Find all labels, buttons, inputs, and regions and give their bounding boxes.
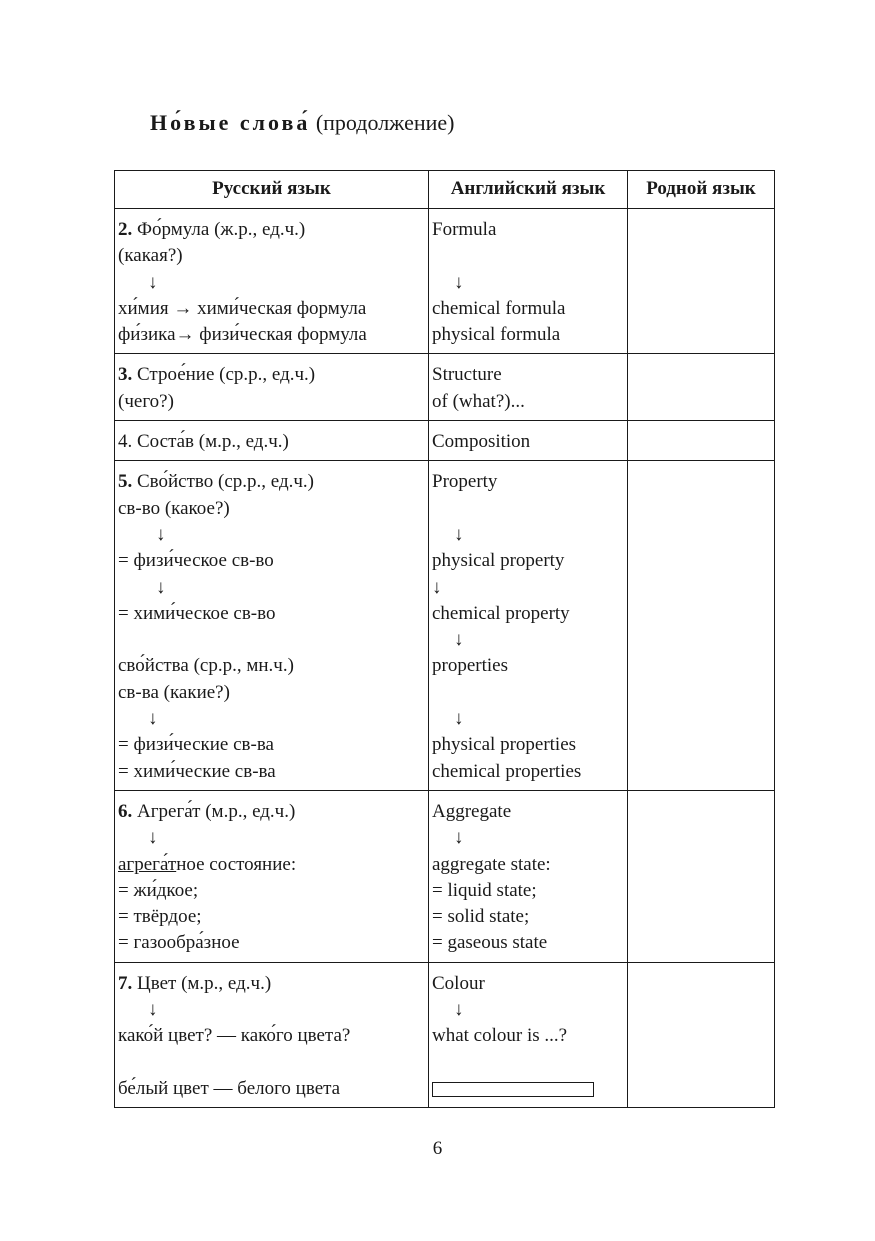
arrow-down-icon: ↓ [432, 576, 442, 598]
cell-russian [115, 421, 429, 461]
entry-line: physical formula [432, 324, 561, 346]
table-row [115, 962, 775, 1107]
arrow-down-icon: ↓ [156, 576, 166, 598]
entry-line: = твёрдое; [118, 906, 202, 928]
table-row [115, 790, 775, 962]
entry-line: chemical properties [432, 760, 582, 782]
title-subtitle: (продолжение) [310, 110, 455, 135]
entry-line: = физи́ческие св-ва [118, 734, 274, 756]
entry-translation: Property [432, 471, 498, 493]
entry-line: = газообра́зное [118, 932, 240, 954]
arrow-down-icon: ↓ [148, 999, 158, 1021]
arrow-down-icon: ↓ [454, 629, 464, 651]
entry-number: 6. [118, 800, 133, 822]
entry-line: = solid state; [432, 906, 530, 928]
header-russian: Русский язык [115, 171, 429, 209]
entry-number: 2. [118, 219, 133, 240]
arrow-down-icon: ↓ [454, 999, 464, 1021]
entry-line: properties [432, 655, 508, 677]
entry-term: Строе́ние (ср.р., ед.ч.) [132, 364, 316, 386]
page-title [150, 110, 455, 136]
arrow-down-icon: ↓ [454, 271, 464, 293]
entry-term: Сво́йство (ср.р., ед.ч.) [132, 471, 315, 493]
entry-line: (чего?) [118, 390, 174, 412]
cell-english [429, 790, 628, 962]
header-english: Английский язык [429, 171, 628, 209]
cell-english [429, 962, 628, 1107]
entry-translation: Composition [432, 431, 531, 453]
arrow-down-icon: ↓ [454, 827, 464, 849]
cell-english [429, 421, 628, 461]
underlined-root: агрега́т [118, 853, 177, 875]
entry-line: aggregate state: [432, 853, 551, 875]
entry-translation: Colour [432, 972, 485, 994]
arrow-down-icon: ↓ [454, 708, 464, 730]
entry-line: = физи́ческое св-во [118, 550, 274, 572]
entry-line: physical property [432, 550, 565, 572]
arrow-down-icon: ↓ [454, 523, 464, 545]
entry-line: = хими́ческое св-во [118, 602, 276, 624]
arrow-down-icon: ↓ [148, 708, 158, 730]
entry-translation: Aggregate [432, 800, 512, 822]
entry-line: chemical property [432, 602, 570, 624]
cell-native[interactable] [628, 461, 775, 791]
arrow-down-icon: ↓ [148, 271, 158, 293]
entry-term: Цвет (м.р., ед.ч.) [132, 972, 272, 994]
cell-russian [115, 354, 429, 421]
cell-native[interactable] [628, 790, 775, 962]
cell-english [429, 354, 628, 421]
cell-english [429, 209, 628, 354]
entry-line: бе́лый цвет — белого цвета [118, 1077, 341, 1099]
cell-native[interactable] [628, 421, 775, 461]
cell-english [429, 461, 628, 791]
cell-russian [115, 461, 429, 791]
entry-translation: Formula [432, 219, 497, 240]
entry-line: of (what?)... [432, 390, 525, 412]
entry-number: 3. [118, 364, 133, 386]
entry-translation: Structure [432, 364, 502, 386]
answer-blank-box[interactable] [432, 1082, 594, 1097]
entry-line: chemical formula [432, 297, 566, 319]
entry-line: = хими́ческие св-ва [118, 760, 276, 782]
arrow-down-icon: ↓ [156, 523, 166, 545]
entry-line: фи́зика→ физи́ческая формула [118, 324, 367, 346]
entry-line: = gaseous state [432, 932, 548, 954]
entry-line: (какая?) [118, 245, 183, 267]
entry-number: 5. [118, 471, 133, 493]
cell-russian [115, 209, 429, 354]
cell-native[interactable] [628, 962, 775, 1107]
entry-line: = жи́дкое; [118, 879, 199, 901]
cell-russian [115, 790, 429, 962]
table-row [115, 354, 775, 421]
entry-number: 7. [118, 972, 133, 994]
vocabulary-table [114, 170, 775, 1108]
page-number: 6 [432, 1138, 443, 1159]
entry-line: what colour is ...? [432, 1025, 568, 1047]
table-row [115, 421, 775, 461]
entry-term: Фо́рмула (ж.р., ед.ч.) [132, 219, 306, 240]
arrow-down-icon: ↓ [148, 827, 158, 849]
table-row [115, 209, 775, 354]
cell-russian [115, 962, 429, 1107]
table-row [115, 461, 775, 791]
entry-term: 4. Соста́в (м.р., ед.ч.) [118, 431, 289, 453]
entry-line: ное состояние: [176, 853, 297, 875]
cell-native[interactable] [628, 354, 775, 421]
title-main: Но́вые слова́ [150, 110, 311, 135]
entry-line: = liquid state; [432, 879, 537, 901]
entry-line: хи́мия → хими́ческая формула [118, 297, 367, 319]
entry-line: св-ва (какие?) [118, 681, 230, 703]
table-header-row [115, 171, 775, 209]
entry-line: како́й цвет? — како́го цвета? [118, 1025, 351, 1047]
cell-native[interactable] [628, 209, 775, 354]
entry-line: physical properties [432, 734, 577, 756]
header-native: Родной язык [628, 171, 775, 209]
entry-term: Агрега́т (м.р., ед.ч.) [132, 800, 296, 822]
entry-line: св-во (какое?) [118, 497, 230, 519]
entry-line: сво́йства (ср.р., мн.ч.) [118, 655, 294, 677]
